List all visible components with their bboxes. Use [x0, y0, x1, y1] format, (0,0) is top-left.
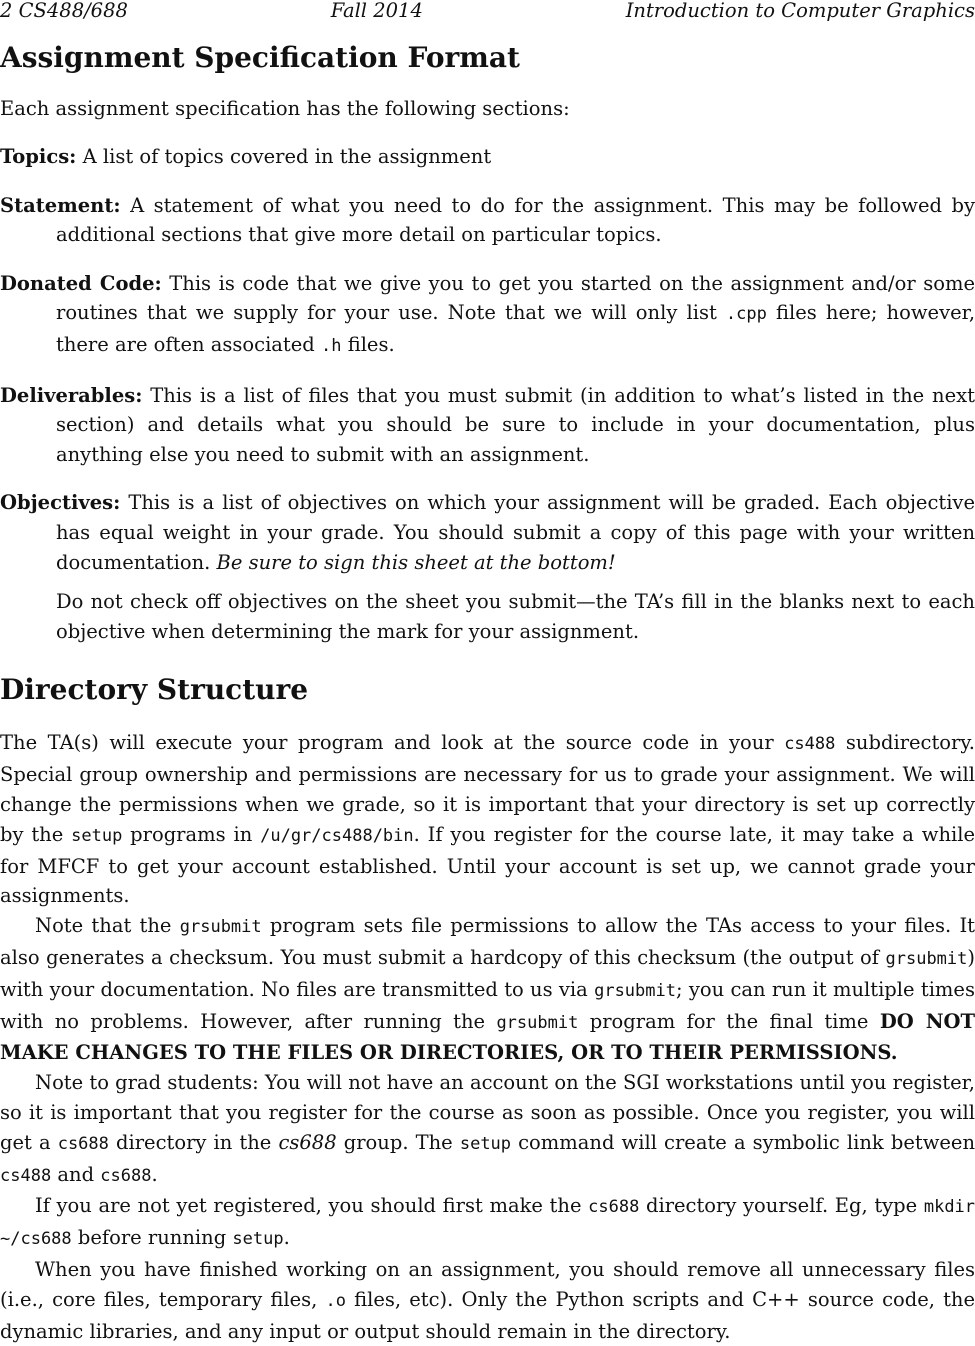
paragraph-cleanup [0, 1255, 975, 1346]
text-run: directory yourself. Eg, type [645, 1194, 918, 1218]
text-run: . [283, 1226, 290, 1250]
intro-text: Each assignment specification has the following sections: [0, 97, 570, 120]
code-cs488: cs488 [784, 734, 836, 755]
item-text: files here; however, there are often associated [56, 301, 975, 357]
emphasis-sign-sheet: Be sure to sign this sheet at the bottom! [216, 551, 616, 575]
paragraph-ta-execution [0, 728, 975, 911]
objectives-note: Do not check off objectives on the sheet you submit—the TA’s fill in the blanks next to each objective when determining the mark for your assignment. [56, 589, 975, 643]
header-course-title: Introduction to Computer Graphics [625, 0, 975, 22]
text-run: group. The [343, 1130, 453, 1154]
code-grsubmit: grsubmit [594, 980, 676, 1001]
code-o-files: .o [325, 1290, 346, 1311]
text-run: command will create a symbolic link between [518, 1130, 975, 1154]
text-run: before running [77, 1226, 227, 1250]
code-mkdir: mkdir ~/cs688 [0, 1197, 975, 1250]
code-cpp: .cpp [725, 304, 767, 325]
code-cs488: cs488 [0, 1165, 52, 1186]
item-deliverables [0, 381, 975, 470]
text-run: ) with your documentation. No files are transmitted to us via [0, 946, 975, 1001]
item-donated-code [0, 269, 975, 362]
item-topics [0, 142, 975, 172]
text-run: Note to grad students: You will not have an account on the SGI workstations until you register, so it is important that you register for the course as soon as possible. Once you register, you will get a [0, 1071, 975, 1154]
header-term: Fall 2014 [330, 0, 423, 22]
header-page-course: 2 CS488/688 [0, 0, 128, 22]
section-title-directory-structure: Directory Structure [0, 673, 309, 707]
text-run: files, etc). Only the Python scripts and C++ source code, the dynamic libraries, and any input or output should remain in the directory. [0, 1287, 975, 1343]
text-run: programs in [130, 822, 253, 846]
code-cs688: cs688 [588, 1197, 640, 1218]
code-grsubmit: grsubmit [496, 1012, 579, 1033]
text-run: subdirectory. Special group ownership and permissions are necessary for us to grade your assignment. We will change the permissions when we grade, so it is important that your directory is set up correctly by the [0, 731, 975, 846]
item-text: This is code that we give you to get you started on the assignment and/or some routines that we supply for your use. Note that we will only list [56, 271, 975, 325]
text-run: directory in the [116, 1130, 272, 1154]
text-run: Note that the [35, 914, 172, 938]
text-run: and [57, 1162, 95, 1186]
item-label: Deliverables: [0, 383, 143, 407]
item-label: Objectives: [0, 491, 121, 515]
code-grsubmit: grsubmit [885, 949, 968, 970]
code-setup: setup [232, 1229, 284, 1250]
code-setup: setup [71, 825, 123, 846]
item-label: Donated Code: [0, 271, 162, 295]
paragraph-grad-students [0, 1068, 975, 1191]
item-text: This is a list of objectives on which your assignment will be graded. Each objective has equal weight in your grade. You should submit a copy of this page with your written documentation. [56, 491, 975, 575]
item-objectives [0, 488, 975, 577]
running-head [0, 0, 975, 22]
text-run: program for the final time [589, 1009, 869, 1033]
item-text: files. [347, 333, 395, 357]
warning-do-not-change: DO NOT MAKE CHANGES TO THE FILES OR DIRECTORIES, OR TO THEIR PERMISSIONS. [0, 1009, 975, 1065]
item-label: Topics: [0, 145, 77, 169]
item-text: A statement of what you need to do for the assignment. This may be followed by additional sections that give more detail on particular topics. [56, 193, 975, 247]
paragraph-grsubmit [0, 911, 975, 1068]
item-text: A list of topics covered in the assignment [82, 145, 492, 169]
item-text: This is a list of files that you must submit (in addition to what’s listed in the next section) and details what you should be sure to include in your documentation, plus anything else you need to submit with an assignment. [56, 383, 975, 467]
text-run: . If you register for the course late, it may take a while for MFCF to get your account established. Until your account is set up, we cannot grade your assignments. [0, 822, 975, 908]
code-setup: setup [459, 1133, 512, 1154]
code-bin-path: /u/gr/cs488/bin [260, 825, 414, 846]
text-run: ; you can run it multiple times with no problems. However, after running the [0, 977, 975, 1033]
item-label: Statement: [0, 193, 121, 217]
code-cs688: cs688 [57, 1133, 109, 1154]
text-run: program sets file permissions to allow the TAs access to your files. It also generates a checksum. You must submit a hardcopy of this checksum (the output of [0, 914, 975, 970]
emphasis-cs688-group: cs688 [278, 1130, 337, 1154]
paragraph-not-registered [0, 1191, 975, 1255]
text-run: . [151, 1162, 158, 1186]
item-statement [0, 191, 975, 251]
code-grsubmit: grsubmit [179, 917, 262, 938]
code-cs688: cs688 [100, 1165, 152, 1186]
text-run: If you are not yet registered, you should first make the [35, 1194, 582, 1218]
text-run: When you have finished working on an assignment, you should remove all unnecessary files (i.e., core files, temporary files, [0, 1258, 975, 1311]
section-title-assignment-format: Assignment Specification Format [0, 41, 520, 74]
text-run: The TA(s) will execute your program and look at the source code in your [0, 731, 774, 755]
code-h: .h [321, 336, 342, 357]
